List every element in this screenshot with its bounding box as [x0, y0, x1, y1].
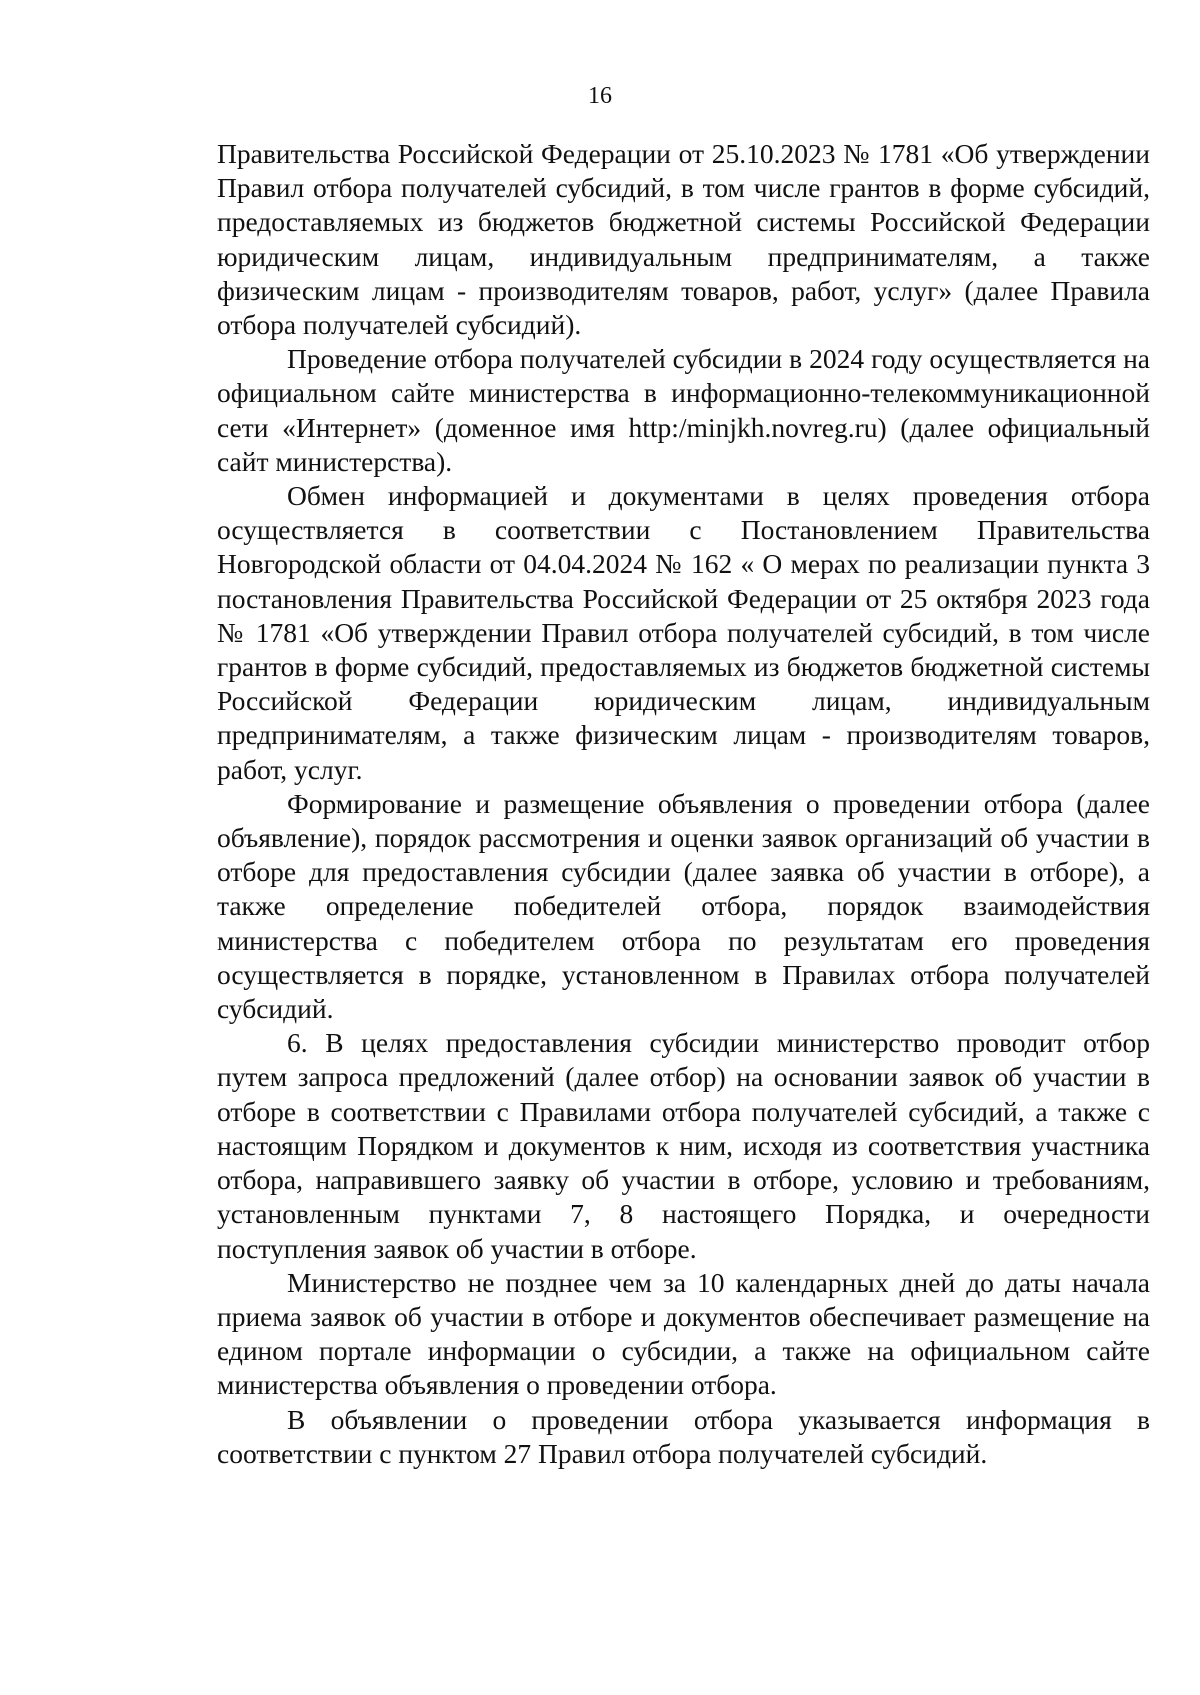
paragraph-announcement-contents: В объявлении о проведении отбора указывается информация в соответствии с пунктом 27 Правил отбора получателей субсидий.: [217, 1403, 1150, 1469]
paragraph-continuation: Правительства Российской Федерации от 25.10.2023 № 1781 «Об утверждении Правил отбора получателей субсидий, в том числе грантов в форме субсидий, предоставляемых из бюджетов бюджетной системы Российской Федерации юридическим лицам, индивидуальным предпринимателям, а также физическим лицам - производителям товаров, работ, услуг» (далее Правила отбора получателей субсидий).: [217, 138, 1150, 341]
paragraph-publication-deadline: Министерство не позднее чем за 10 календарных дней до даты начала приема заявок об участии в отборе и документов обеспечивает размещение на едином портале информации о субсидии, а также на официальном сайте министерства объявления о проведении отбора.: [217, 1266, 1150, 1401]
paragraph-announcement-procedure: Формирование и размещение объявления о проведении отбора (далее объявление), порядок рассмотрения и оценки заявок организаций об участии в отборе для предоставления субсидии (далее заявка об участии в отборе), а также определение победителей отбора, порядок взаимодействия министерства с победителем отбора по результатам его проведения осуществляется в порядке, установленном в Правилах отбора получателей субсидий.: [217, 787, 1150, 1025]
paragraph-item-6: 6. В целях предоставления субсидии министерство проводит отбор путем запроса предложений (далее отбор) на основании заявок об участии в отборе в соответствии с Правилами отбора получателей субсидий, а также с настоящим Порядком и документов к ним, исходя из соответствия участника отбора, направившего заявку об участии в отборе, условию и требованиям, установленным пунктами 7, 8 настоящего Порядка, и очередности поступления заявок об участии в отборе.: [217, 1027, 1150, 1264]
paragraph-information-exchange: Обмен информацией и документами в целях проведения отбора осуществляется в соответствии с Постановлением Правительства Новгородской области от 04.04.2024 № 162 « О мерах по реализации пункта 3 постановления Правительства Российской Федерации от 25 октября 2023 года № 1781 «Об утверждении Правил отбора получателей субсидий, в том числе грантов в форме субсидий, предоставляемых из бюджетов бюджетной системы Российской Федерации юридическим лицам, индивидуальным предпринимателям, а также физическим лицам - производителям товаров, работ, услуг.: [217, 480, 1150, 785]
paragraph-selection-venue: Проведение отбора получателей субсидии в 2024 году осуществляется на официальном сайте министерства в информационно-телекоммуникационной сети «Интернет» (доменное имя http:/minjkh.novreg.ru) (далее официальный сайт министерства).: [217, 343, 1150, 477]
document-body: [217, 137, 1150, 1471]
page-number: 16: [588, 83, 612, 109]
